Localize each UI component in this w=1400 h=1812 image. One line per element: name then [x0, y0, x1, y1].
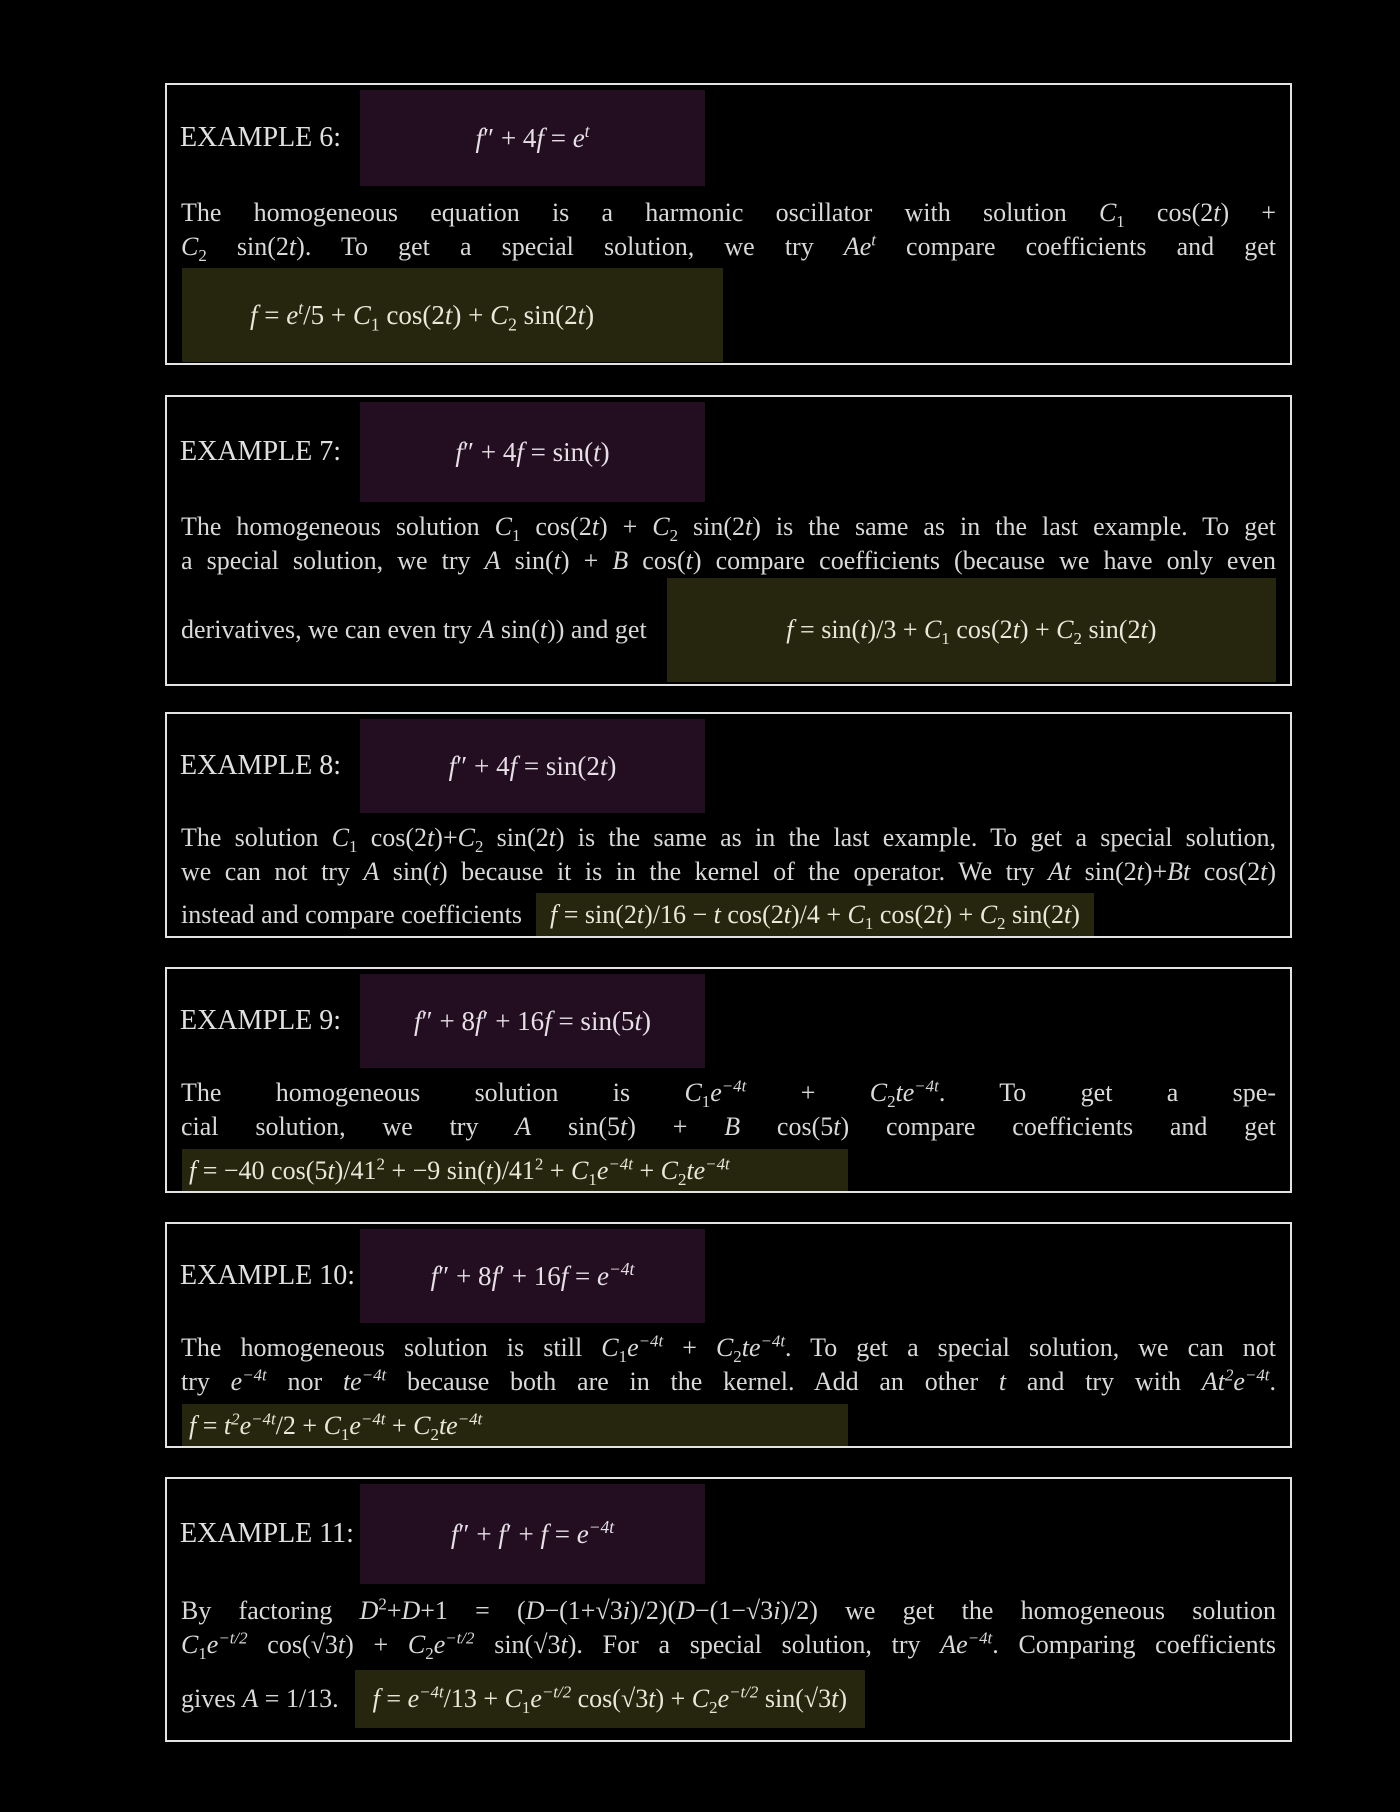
- example-10-body: [167, 1331, 1290, 1399]
- example-7-equation-highlight: [360, 402, 705, 502]
- example-7-box: [165, 395, 1292, 686]
- example-9-solution-equation: f = −40 $\cos(5t)/41^2 + -9$ $\sin(t)/41^2 + C_1e^{-4t} + C_2te^{-4t}$: [189, 1154, 730, 1190]
- body-line: $C_2$ sin(2t). To get a special solution, we try Ae$^t$ compare coefficients and get: [181, 230, 1277, 266]
- example-7-label: EXAMPLE 7:: [180, 436, 341, 467]
- example-7-solution-equation: $f = \sin(t)/3 + C_1$ $\cos(2t) + C_2$ sin(2t): [786, 615, 1157, 649]
- example-9-problem-equation: f″ + 8f′ + 16f = sin(5t): [414, 1005, 651, 1036]
- example-6-header: [167, 90, 1290, 186]
- body-line: The homogeneous solution $C_1$ $\cos(2t) + C_2$ sin(2t) is the same as in the last example. To get: [181, 512, 1276, 546]
- example-7-solution-row: [181, 578, 1276, 682]
- example-8-header: [167, 719, 1290, 813]
- body-line: try $e^{-4t}$ nor $te^{-4t}$ because both are in the kernel. Add an other t and try with $At^2e^{-4t}$.: [181, 1365, 1276, 1396]
- example-8-equation-highlight: [360, 719, 705, 813]
- example-8-label: EXAMPLE 8:: [180, 750, 341, 781]
- example-11-tail-text: gives A = 1/13.: [181, 1684, 339, 1713]
- example-8-problem-equation: f″ + 4f = sin(2t): [448, 750, 617, 781]
- example-6-solution-highlight: [182, 268, 723, 362]
- example-8-solution-row: [181, 893, 1276, 937]
- example-6-body: [167, 196, 1290, 264]
- example-10-problem-equation: $f'' + 8f' + 16f = e^{-4t}$: [430, 1258, 635, 1291]
- body-line: The homogeneous solution is still $C_1e^{-4t} + C_2te^{-4t}$. To get a special solution, we can not: [181, 1331, 1276, 1367]
- example-11-body: [167, 1594, 1290, 1662]
- example-9-header: [167, 974, 1290, 1068]
- example-11-header: [167, 1484, 1290, 1584]
- example-6-box: [165, 83, 1292, 365]
- example-9-equation-highlight: [360, 974, 705, 1068]
- example-6-problem-equation: $f'' + 4f = e^t$: [475, 120, 590, 153]
- example-6-label: EXAMPLE 6:: [180, 122, 341, 153]
- example-11-solution-equation: $f = e^{-4t}/13 + C_1e^{-t/2}$ $\cos(√3t) + C_2e^{-t/2}$ sin(√3t): [372, 1682, 848, 1718]
- example-11-equation-highlight: [360, 1484, 705, 1584]
- body-line: $C_1e^{-t/2}$ $\cos(√3t) + C_2e^{-t/2}$ sin(√3t). For a special solution, try $Ae^{-4t}$. Comparing coefficients: [181, 1628, 1276, 1664]
- example-9-solution-highlight: [182, 1149, 848, 1193]
- example-11-label: EXAMPLE 11:: [180, 1518, 354, 1549]
- example-9-body: [167, 1076, 1290, 1144]
- example-10-solution-equation: $f = t^2e^{-4t}/2 + C_1e^{-4t} + C_2te^{-4t}$: [189, 1409, 483, 1445]
- example-10-equation-highlight: [360, 1229, 705, 1323]
- example-7-problem-equation: f″ + 4f = sin(t): [455, 436, 610, 467]
- example-10-header: [167, 1229, 1290, 1323]
- example-11-solution-highlight: [355, 1670, 865, 1728]
- body-line: a special solution, we try A sin(t) + B cos(t) compare coefficients (because we have only even: [181, 546, 1277, 575]
- example-8-solution-equation: f = sin(2t)/16 − t $\cos(2t)/4 + C_1$ $\cos(2t) + C_2$ sin(2t): [549, 900, 1080, 934]
- example-6-solution-equation: $f = e^t/5 + C_1$ $\cos(2t) + C_2$ sin(2t): [250, 297, 595, 334]
- example-11-problem-equation: $f'' + f' + f = e^{-4t}$: [450, 1516, 615, 1549]
- example-6-equation-highlight: [360, 90, 705, 186]
- body-line: The solution $C_1$ $\cos(2t)+C_2$ sin(2t) is the same as in the last example. To get a special solution,: [181, 823, 1276, 857]
- example-9-label: EXAMPLE 9:: [180, 1005, 341, 1036]
- example-11-box: [165, 1477, 1292, 1742]
- body-line: cial solution, we try A sin(5t) + B cos(5t) compare coefficients and get: [181, 1112, 1277, 1141]
- example-7-header: [167, 402, 1290, 502]
- example-8-tail-text: instead and compare coefficients: [181, 900, 522, 929]
- example-8-solution-highlight: [536, 893, 1094, 937]
- example-8-body: [167, 821, 1290, 889]
- example-10-solution-highlight: [182, 1404, 848, 1448]
- example-10-label: EXAMPLE 10:: [180, 1260, 355, 1291]
- example-7-solution-highlight: [667, 578, 1276, 682]
- example-8-box: [165, 712, 1292, 938]
- example-11-solution-row: [181, 1670, 1276, 1728]
- example-10-box: [165, 1222, 1292, 1448]
- example-7-body: [167, 510, 1290, 578]
- body-line: The homogeneous solution is $C_1e^{-4t} + C_2te^{-4t}$. To get a spe-: [181, 1076, 1276, 1112]
- example-9-box: [165, 967, 1292, 1193]
- body-line: we can not try A sin(t) because it is in the kernel of the operator. We try At sin(2t)+Bt cos(2t): [181, 857, 1276, 886]
- example-7-tail-text: derivatives, we can even try A sin(t)) and get: [181, 615, 647, 644]
- body-line: The homogeneous equation is a harmonic oscillator with solution $C_1$ cos(2t) +: [181, 198, 1276, 232]
- body-line: By factoring $D^2+D+1 = (D-(1+√3i)/2)(D-(1-√3i)/2)$ we get the homogeneous solution: [181, 1594, 1276, 1625]
